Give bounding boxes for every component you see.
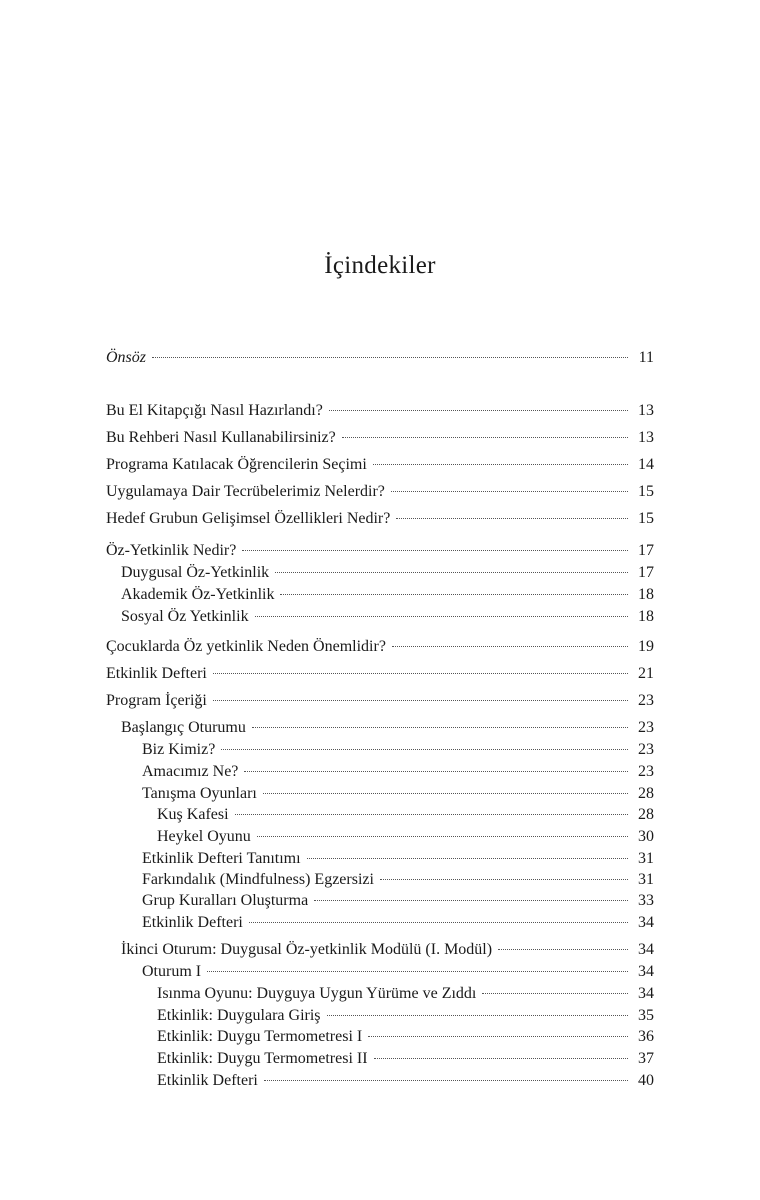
toc-page-number: 30 xyxy=(638,828,654,845)
toc-page-number: 11 xyxy=(638,349,654,366)
toc-entry xyxy=(0,540,760,562)
toc-label: Farkındalık (Mindfulness) Egzersizi xyxy=(142,871,374,888)
dot-leader xyxy=(255,616,628,617)
toc-label: Kuş Kafesi xyxy=(157,806,229,823)
toc-page-number: 21 xyxy=(638,665,654,682)
toc-page-number: 15 xyxy=(638,510,654,527)
toc-label: Sosyal Öz Yetkinlik xyxy=(121,608,249,625)
dot-leader xyxy=(373,464,628,465)
toc-page-number: 35 xyxy=(638,1007,654,1024)
toc-entry xyxy=(0,1005,760,1027)
toc-label: Tanışma Oyunları xyxy=(142,785,257,802)
toc-entry xyxy=(0,481,760,503)
toc-page-number: 34 xyxy=(638,914,654,931)
toc-page-number: 36 xyxy=(638,1028,654,1045)
toc-entry xyxy=(0,739,760,761)
toc-label: Bu Rehberi Nasıl Kullanabilirsiniz? xyxy=(106,429,336,446)
toc-page-number: 34 xyxy=(638,963,654,980)
dot-leader xyxy=(392,646,628,647)
dot-leader xyxy=(342,437,628,438)
toc-page-number: 34 xyxy=(638,941,654,958)
toc-page-number: 13 xyxy=(638,402,654,419)
toc-entry xyxy=(0,783,760,805)
dot-leader xyxy=(307,858,628,859)
toc-page-number: 33 xyxy=(638,892,654,909)
dot-leader xyxy=(244,771,628,772)
toc-page-number: 28 xyxy=(638,785,654,802)
toc-label: Bu El Kitapçığı Nasıl Hazırlandı? xyxy=(106,402,323,419)
toc-page-number: 28 xyxy=(638,806,654,823)
toc-entry xyxy=(0,1048,760,1070)
dot-leader xyxy=(391,491,628,492)
toc-page-number: 34 xyxy=(638,985,654,1002)
dot-leader xyxy=(396,518,628,519)
toc-page-number: 23 xyxy=(638,719,654,736)
toc-entry xyxy=(0,717,760,739)
toc-entry xyxy=(0,663,760,685)
dot-leader xyxy=(368,1036,628,1037)
toc-page-number: 31 xyxy=(638,850,654,867)
toc-page-number: 40 xyxy=(638,1072,654,1089)
toc-label: Başlangıç Oturumu xyxy=(121,719,246,736)
toc-label: Programa Katılacak Öğrencilerin Seçimi xyxy=(106,456,367,473)
toc-entry xyxy=(0,890,760,912)
toc-entry xyxy=(0,983,760,1005)
dot-leader xyxy=(314,900,628,901)
dot-leader xyxy=(264,1080,628,1081)
toc-label: Etkinlik Defteri xyxy=(157,1072,258,1089)
toc-label: Önsöz xyxy=(106,349,147,366)
toc-page-number: 31 xyxy=(638,871,654,888)
toc-label: Etkinlik: Duygulara Giriş xyxy=(157,1007,321,1024)
toc-page-number: 17 xyxy=(638,564,654,581)
toc-entry xyxy=(0,804,760,826)
toc-entry xyxy=(0,1070,760,1092)
toc-entry xyxy=(0,912,760,934)
toc-label: Biz Kimiz? xyxy=(142,741,216,758)
toc-page-number: 23 xyxy=(638,741,654,758)
toc-label: Hedef Grubun Gelişimsel Özellikleri Nedir? xyxy=(106,510,391,527)
dot-leader xyxy=(252,727,628,728)
toc-page-number: 19 xyxy=(638,638,654,655)
toc-entry xyxy=(0,606,760,628)
toc-entry xyxy=(0,961,760,983)
toc-page-number: 14 xyxy=(638,456,654,473)
toc-entry xyxy=(0,400,760,422)
dot-leader xyxy=(235,814,628,815)
toc-label: Amacımız Ne? xyxy=(142,763,239,780)
toc-label: Grup Kuralları Oluşturma xyxy=(142,892,309,909)
dot-leader xyxy=(327,1015,628,1016)
dot-leader xyxy=(498,949,628,950)
toc-page-number: 13 xyxy=(638,429,654,446)
toc-entry xyxy=(0,939,760,961)
toc-label: Akademik Öz-Yetkinlik xyxy=(121,586,275,603)
toc-page-number: 15 xyxy=(638,483,654,500)
toc-page-number: 23 xyxy=(638,763,654,780)
toc-label: Isınma Oyunu: Duyguya Uygun Yürüme ve Zıddı xyxy=(157,985,477,1002)
dot-leader xyxy=(221,749,628,750)
toc-entry xyxy=(0,848,760,870)
toc-entry xyxy=(0,1026,760,1048)
toc-label: Etkinlik: Duygu Termometresi I xyxy=(157,1028,363,1045)
toc-label: Heykel Oyunu xyxy=(157,828,251,845)
dot-leader xyxy=(263,793,628,794)
toc-page-number: 17 xyxy=(638,542,654,559)
toc-label: İkinci Oturum: Duygusal Öz-yetkinlik Modülü (I. Modül) xyxy=(121,941,493,958)
toc-label: Etkinlik Defteri xyxy=(106,665,207,682)
toc-label: Program İçeriği xyxy=(106,692,207,709)
toc-entry xyxy=(0,347,760,369)
toc-entry xyxy=(0,761,760,783)
toc-entry xyxy=(0,690,760,712)
dot-leader xyxy=(242,550,628,551)
toc-label: Etkinlik: Duygu Termometresi II xyxy=(157,1050,368,1067)
toc-label: Çocuklarda Öz yetkinlik Neden Önemlidir? xyxy=(106,638,386,655)
dot-leader xyxy=(207,971,628,972)
dot-leader xyxy=(380,879,628,880)
toc-page-number: 37 xyxy=(638,1050,654,1067)
dot-leader xyxy=(249,922,628,923)
toc-entry xyxy=(0,584,760,606)
toc-label: Etkinlik Defteri xyxy=(142,914,243,931)
toc-label: Etkinlik Defteri Tanıtımı xyxy=(142,850,301,867)
toc-entry xyxy=(0,826,760,848)
toc-label: Uygulamaya Dair Tecrübelerimiz Nelerdir? xyxy=(106,483,385,500)
dot-leader xyxy=(374,1058,628,1059)
page-title: İçindekiler xyxy=(324,252,436,279)
dot-leader xyxy=(213,700,628,701)
toc-label: Oturum I xyxy=(142,963,202,980)
toc-page-number: 23 xyxy=(638,692,654,709)
toc-entry xyxy=(0,562,760,584)
dot-leader xyxy=(482,993,628,994)
toc-entry xyxy=(0,427,760,449)
dot-leader xyxy=(280,594,628,595)
toc-entry xyxy=(0,508,760,530)
toc-label: Duygusal Öz-Yetkinlik xyxy=(121,564,270,581)
toc-page-number: 18 xyxy=(638,608,654,625)
toc-label: Öz-Yetkinlik Nedir? xyxy=(106,542,237,559)
dot-leader xyxy=(213,673,628,674)
toc-page-number: 18 xyxy=(638,586,654,603)
dot-leader xyxy=(329,410,628,411)
dot-leader xyxy=(152,357,628,358)
dot-leader xyxy=(275,572,628,573)
toc-entry xyxy=(0,636,760,658)
dot-leader xyxy=(257,836,628,837)
toc-entry xyxy=(0,869,760,891)
toc-entry xyxy=(0,454,760,476)
